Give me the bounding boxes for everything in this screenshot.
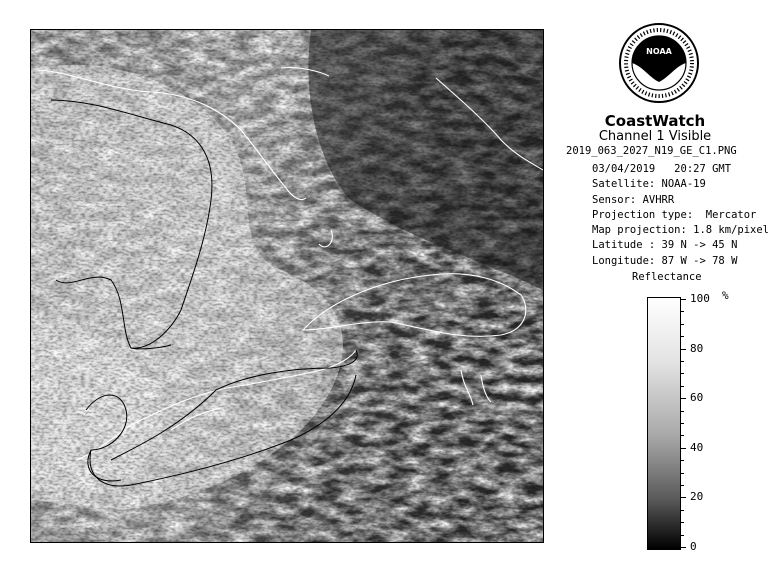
colorbar-tick-label: 40 bbox=[690, 440, 704, 454]
satellite-image bbox=[30, 29, 544, 543]
colorbar-tick bbox=[681, 547, 686, 548]
sensor: Sensor: AVHRR bbox=[592, 193, 675, 206]
metadata-block bbox=[592, 162, 769, 269]
colorbar bbox=[647, 297, 681, 550]
colorbar-minor-tick bbox=[681, 460, 684, 461]
colorbar-label: Reflectance bbox=[632, 271, 702, 283]
colorbar-minor-tick bbox=[681, 324, 684, 325]
channel-label: Channel 1 Visible bbox=[598, 129, 712, 144]
colorbar-minor-tick bbox=[681, 473, 684, 474]
colorbar-tick bbox=[681, 299, 686, 300]
colorbar-minor-tick bbox=[681, 522, 684, 523]
colorbar-minor-tick bbox=[681, 361, 684, 362]
colorbar-minor-tick bbox=[681, 435, 684, 436]
colorbar-tick bbox=[681, 448, 686, 449]
colorbar-tick-label: 20 bbox=[690, 490, 704, 504]
map-projection: Map projection: 1.8 km/pixel bbox=[592, 224, 770, 237]
colorbar-minor-tick bbox=[681, 510, 684, 511]
noaa-logo bbox=[618, 22, 700, 104]
colorbar-minor-tick bbox=[681, 411, 684, 412]
colorbar-minor-tick bbox=[681, 423, 684, 424]
colorbar-minor-tick bbox=[681, 311, 684, 312]
datetime: 03/04/2019 20:27 GMT bbox=[592, 163, 732, 175]
filename: 2019_063_2027_N19_GE_C1.PNG bbox=[566, 145, 737, 157]
satellite: Satellite: NOAA-19 bbox=[592, 178, 706, 191]
colorbar-minor-tick bbox=[681, 373, 684, 374]
projection-type: Projection type: Mercator bbox=[592, 208, 757, 221]
colorbar-minor-tick bbox=[681, 535, 684, 536]
colorbar-minor-tick bbox=[681, 336, 684, 337]
colorbar-tick-label: 0 bbox=[690, 540, 697, 553]
longitude: Longitude: 87 W -> 78 W bbox=[592, 254, 738, 267]
colorbar-unit: % bbox=[722, 289, 729, 302]
colorbar-tick-label: 80 bbox=[690, 341, 704, 355]
colorbar-tick bbox=[681, 497, 686, 498]
colorbar-tick-label: 60 bbox=[690, 391, 704, 405]
app-title: CoastWatch bbox=[604, 112, 706, 130]
colorbar-tick bbox=[681, 398, 686, 399]
colorbar-minor-tick bbox=[681, 485, 684, 486]
colorbar-tick-label: 100 bbox=[690, 292, 710, 305]
colorbar-tick bbox=[681, 349, 686, 350]
colorbar-minor-tick bbox=[681, 386, 684, 387]
latitude: Latitude : 39 N -> 45 N bbox=[592, 239, 738, 252]
noaa-logo-text: NOAA bbox=[646, 47, 672, 56]
